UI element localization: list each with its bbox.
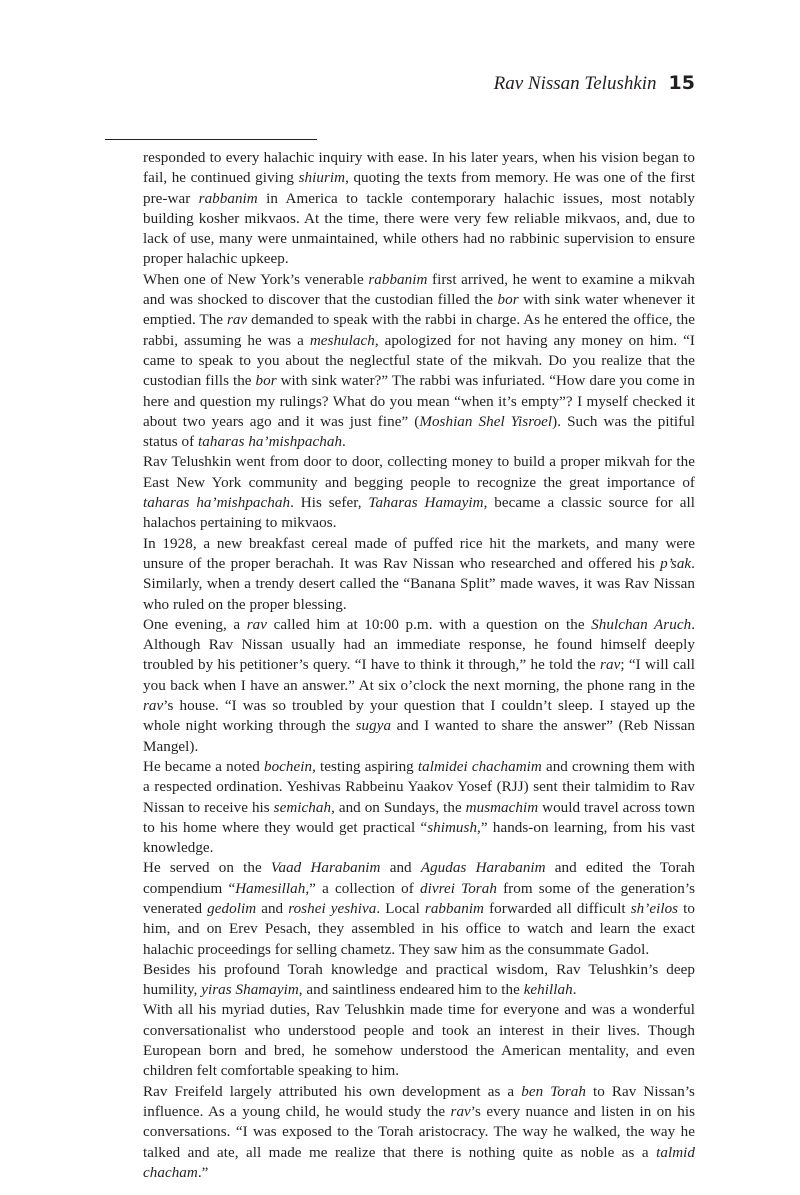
text-run: forwarded all difficult [484,900,631,917]
italic-term: rav [226,312,248,329]
text-run: .” [197,1164,209,1181]
text-run: ,” a collection of [305,880,421,897]
italic-term: rabbanim [368,271,428,288]
text-run: to Rav Nissan’s influence. As a young child, he would study the [143,1083,695,1120]
running-head [494,70,695,97]
text-run: , and on Sundays, the [331,799,466,816]
italic-term: rav [600,657,621,674]
italic-term: taharas ha’mishpachah [198,434,343,451]
text-run: in America to tackle contemporary halachic issues, most notably building kosher mikvaos. At the time, there were very few reliable mikvaos, and, due to lack of use, many were unmaintained, while others had no rabbinic supervision to ensure proper halachic upkeep. [143,190,695,268]
italic-term: meshulach [309,332,375,349]
italic-term: rav [450,1103,471,1120]
italic-term: talmid chacham [143,1144,695,1181]
italic-term: sh’eilos [630,900,679,917]
text-run: In 1928, a new breakfast cereal made of puffed rice hit the markets, and many were unsure of the proper berachah. It was Rav Nissan who researched and offered his [143,535,695,572]
text-run: and [256,900,289,917]
text-run: , testing aspiring [312,758,418,775]
body-text [143,148,695,1183]
italic-term: semichah [273,799,332,816]
text-run: demanded to speak with the rabbi in charge. As he entered the office, the rabbi, assuming he was a [143,312,695,349]
italic-term: roshei yeshiva [288,900,377,917]
text-run: With all his myriad duties, Rav Telushkin made time for everyone and was a wonderful conversationalist who understood people and took an interest in their lives. Though European born and bred, he somehow understood the American mentality, and even children felt comfortable speaking to him. [143,1002,695,1080]
paragraph [143,148,695,270]
italic-term: yiras Shamayim [201,982,299,999]
text-run: responded to every halachic inquiry with ease. In his later years, when his vision began to fail, he continued giving [143,150,695,187]
italic-term: shiurim [298,170,346,187]
text-run: , quoting the texts from memory. He was one of the first pre-war [143,170,695,207]
italic-term: Agudas Harabanim [420,860,546,877]
text-run: and crowning them with a respected ordination. Yeshivas Rabbeinu Yaakov Yosef (RJJ) sent their talmidim to Rav Nissan to receive his [143,758,695,816]
paragraph [143,960,695,1001]
italic-term: taharas ha’mishpachah [143,495,291,512]
text-run: . [572,982,577,999]
italic-term: p’sak [660,555,692,572]
text-run: ’s house. “I was so troubled by your question that I couldn’t sleep. I stayed up the whole night working through the [143,698,695,735]
text-run: ’s every nuance and listen in on his conversations. “I was exposed to the Torah aristocracy. The way he walked, the way he talked and ate, all made me realize that there is nothing quite as noble as a [143,1103,695,1161]
italic-term: Moshian Shel Yisroel [419,413,553,430]
italic-term: Hamesillah [235,880,306,897]
paragraph [143,858,695,959]
paragraph [143,757,695,858]
italic-term: Vaad Harabanim [270,860,381,877]
italic-term: rav [143,698,164,715]
italic-term: musmachim [465,799,539,816]
italic-term: shimush [427,819,478,836]
italic-term: kehillah [523,982,573,999]
paragraph [143,615,695,757]
paragraph [143,452,695,533]
text-run: and [380,860,421,877]
italic-term: Taharas Hamayim [368,495,484,512]
text-run: called him at 10:00 p.m. with a question on the [267,616,592,633]
text-run: . [342,434,346,451]
italic-term: bochein [263,758,313,775]
text-run: , apologized for not having any money on him. “I came to speak to you about the neglectful state of the mikvah. Do you realize that the custodian fills the [143,332,695,390]
italic-term: ben Torah [521,1083,586,1100]
italic-term: bor [497,292,519,309]
text-run: with sink water?” The rabbi was infuriated. “How dare you come in here and question my rulings? What do you mean “when it’s empty”? I myself checked it about two years ago and it was just fine” ( [143,373,695,430]
text-run: would travel across town to his home where they would get practical “ [143,799,695,836]
italic-term: rav [246,616,268,633]
text-run: Rav Telushkin went from door to door, collecting money to build a proper mikvah for the East New York community and begging people to recognize the great importance of [143,454,695,491]
text-run: ; “I will call you back when I have an answer.” At six o’clock the next morning, the phone rang in the [143,657,695,694]
paragraph [143,270,695,453]
text-run: ,” hands-on learning, from his vast knowledge. [143,819,695,857]
text-run: and I wanted to share the answer” (Reb Nissan Mangel). [143,718,695,755]
text-run: He became a noted [143,758,264,775]
text-run: , became a classic source for all halachos pertaining to mikvaos. [143,495,695,532]
text-run: from some of the generation’s venerated [143,880,695,917]
text-run: He served on the [143,860,271,877]
text-run: first arrived, he went to examine a mikvah and was shocked to discover that the custodian filled the [143,271,695,309]
page-number: 15 [668,72,695,94]
paragraph [143,1000,695,1081]
italic-term: sugya [355,718,392,735]
text-run: . Similarly, when a trendy desert called the “Banana Split” made waves, it was Rav Nissan who ruled on the proper blessing. [143,555,695,613]
paragraph [143,1082,695,1183]
text-run: . Local [376,900,425,917]
running-title: Rav Nissan Telushkin [493,73,657,94]
text-run: Rav Freifeld largely attributed his own development as a [143,1083,522,1100]
text-run: with sink water whenever it emptied. The [143,292,695,329]
text-run: Besides his profound Torah knowledge and practical wisdom, Rav Telushkin’s deep humility, [143,961,695,999]
italic-term: rabbanim [198,190,258,207]
paragraph [143,534,695,615]
text-run: . His sefer, [290,495,369,512]
italic-term: bor [255,373,277,390]
italic-term: divrei Torah [420,880,497,897]
text-run: One evening, a [143,616,247,633]
text-run: . Although Rav Nissan usually had an immediate response, he found himself deeply troubled by his petitioner’s query. “I have to think it through,” he told the [143,616,696,674]
text-run: When one of New York’s venerable [143,271,369,288]
text-run: to him, and on Erev Pesach, they assembled in his office to watch and learn the exact halachic proceedings for selling chametz. They saw him as the consummate Gadol. [143,900,695,958]
italic-term: gedolim [207,900,257,917]
italic-term: talmidei chachamim [417,758,542,775]
text-run: , and saintliness endeared him to the [298,982,524,999]
text-run: ). Such was the pitiful status of [143,413,695,451]
italic-term: Shulchan Aruch [591,616,692,633]
text-run: and edited the Torah compendium “ [143,860,695,897]
italic-term: rabbanim [424,900,485,917]
footnote-rule [105,139,317,140]
